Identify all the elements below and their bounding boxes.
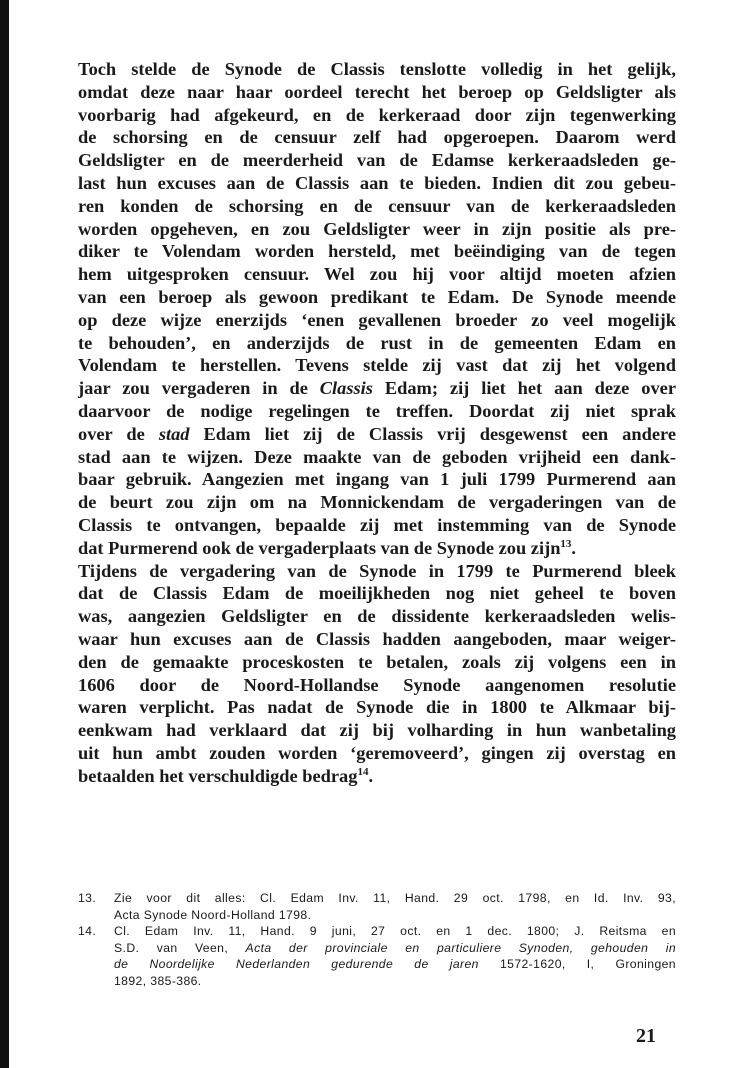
text-line: waar hun excuses aan de Classis hadden aangeboden, maar weiger- [78, 628, 676, 649]
text-line: eenkwam had verklaard dat zij bij volharding in hun wanbetaling [78, 720, 676, 741]
text-line: omdat deze naar haar oordeel terecht het beroep op Geldsligter als [78, 81, 676, 102]
text-line: Classis te ontvangen, bepaalde zij met instemming van de Synode [78, 514, 676, 535]
footnote-line: Cl. Edam Inv. 11, Hand. 9 juni, 27 oct. en 1 dec. 1800; J. Reitsma en [114, 924, 676, 939]
footnote-line: Zie voor dit alles: Cl. Edam Inv. 11, Hand. 29 oct. 1798, en Id. Inv. 93, [114, 891, 676, 905]
footnote-line [114, 940, 676, 957]
page-number: 21 [636, 1025, 656, 1047]
footnote-line: 1892, 385-386. [114, 973, 202, 988]
text-line: de beurt zou zijn om na Monnickendam de vergaderingen van de [78, 492, 676, 513]
text-line: Tijdens de vergadering van de Synode in 1799 te Purmerend bleek [78, 560, 676, 581]
text-line [78, 423, 676, 446]
footnotes [78, 890, 676, 990]
text-line: stad aan te wijzen. Deze maakte van de geboden vrijheid een dank- [78, 446, 676, 467]
paragraph-1 [78, 58, 676, 788]
footnote-14 [78, 923, 676, 989]
text-segment: over de [78, 423, 145, 444]
text-line: baar gebruik. Aangezien met ingang van 1 juli 1799 Purmerend aan [78, 469, 676, 490]
text-segment: Edam liet zij de Classis vrij desgewenst een andere [203, 423, 676, 444]
text-line: worden opgeheven, en zou Geldsligter weer in zijn positie als pre- [78, 218, 676, 239]
text-line: den de gemaakte proceskosten te betalen, zoals zij volgens een in [78, 651, 676, 672]
text-segment: 1572-1620, I, Groningen [499, 957, 676, 972]
text-line: last hun excuses aan de Classis aan te bieden. Indien dit zou gebeu- [78, 172, 676, 193]
period: . [571, 537, 577, 558]
text-line [78, 765, 676, 788]
italic-title: de Noordelijke Nederlanden gedurende de jaren [114, 957, 479, 972]
footnote-number: 13. [78, 891, 97, 905]
text-line [78, 537, 676, 560]
italic-stad: stad [158, 423, 190, 444]
footnote-line [114, 956, 676, 973]
text-line: op deze wijze enerzijds ‘enen gevallenen broeder zo veel mogelijk [78, 309, 676, 330]
footnote-number: 14. [78, 924, 97, 939]
text-line: voorbarig had afgekeurd, en de kerkeraad door zijn tegenwerking [78, 104, 676, 125]
text-line: 1606 door de Noord-Hollandse Synode aangenomen resolutie [78, 674, 676, 695]
text-segment: Edam; zij liet het aan deze over [384, 378, 676, 399]
footnote-13 [78, 890, 676, 923]
text-line [78, 377, 676, 400]
text-line: diker te Volendam worden hersteld, met beëindiging van de tegen [78, 241, 676, 262]
text-segment: dat Purmerend ook de vergaderplaats van de Synode zou zijn [78, 537, 561, 558]
text-line: Volendam te herstellen. Tevens stelde zij vast dat zij het volgend [78, 355, 676, 376]
text-line: te behouden’, en anderzijds de rust in de gemeenten Edam en [78, 332, 676, 353]
text-line: de schorsing en de censuur zelf had opgeroepen. Daarom werd [78, 127, 676, 148]
text-segment: jaar zou vergaderen in de [78, 378, 308, 399]
text-line: waren verplicht. Pas nadat de Synode die in 1800 te Alkmaar bij- [78, 697, 676, 718]
footnote-ref-14: 14 [357, 765, 369, 778]
text-line: Geldsligter en de meerderheid van de Edamse kerkeraadsleden ge- [78, 150, 676, 171]
footnote-line: Acta Synode Noord-Holland 1798. [114, 907, 312, 922]
text-line: van een beroep als gewoon predikant te Edam. De Synode meende [78, 286, 676, 307]
text-line: ren konden de schorsing en de censuur van de kerkeraadsleden [78, 195, 676, 216]
footnote-body [114, 890, 676, 923]
binding-edge [0, 0, 9, 1068]
body-text [78, 58, 676, 788]
period: . [368, 765, 374, 786]
footnote-body [114, 923, 676, 989]
italic-classis: Classis [319, 378, 373, 399]
text-segment: betaalden het verschuldigde bedrag [78, 765, 358, 786]
italic-title: Acta der provinciale en particuliere Synoden, gehouden in [245, 940, 676, 955]
footnote-ref-13: 13 [560, 537, 572, 550]
text-line: uit hun ambt zouden worden ‘geremoveerd’, gingen zij overstag en [78, 742, 676, 763]
text-line: hem uitgesproken censuur. Wel zou hij voor altijd moeten afzien [78, 264, 676, 285]
text-line: was, aangezien Geldsligter en de dissidente kerkeraadsleden welis- [78, 606, 676, 627]
text-line: daarvoor de nodige regelingen te treffen. Doordat zij niet sprak [78, 400, 676, 421]
text-segment: S.D. van Veen, [114, 940, 229, 955]
text-line: Toch stelde de Synode de Classis tenslotte volledig in het gelijk, [78, 59, 676, 79]
text-line: dat de Classis Edam de moeilijkheden nog niet geheel te boven [78, 583, 676, 604]
